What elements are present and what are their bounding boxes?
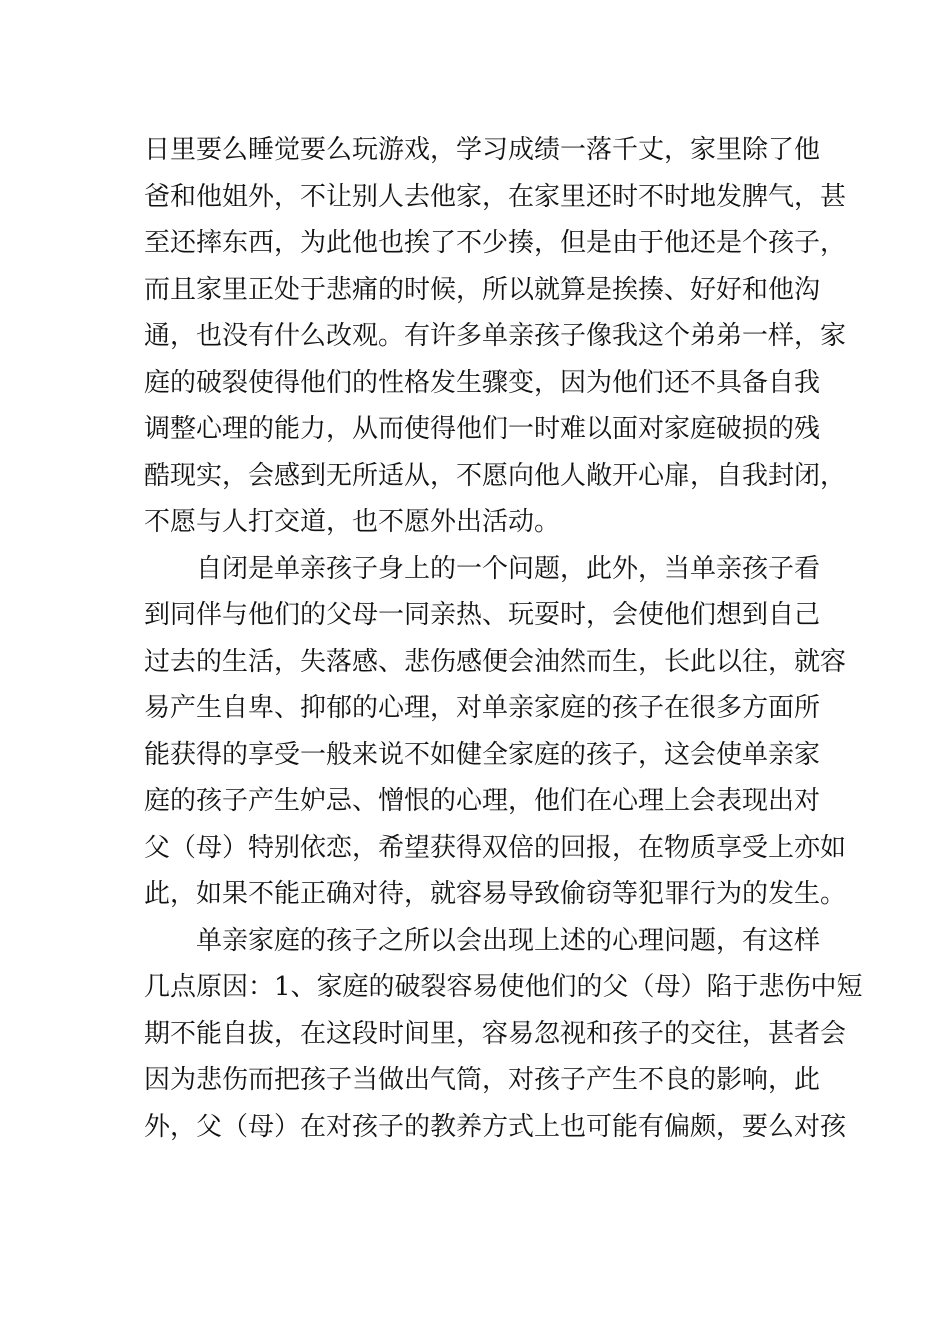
text-line: 过去的生活，失落感、悲伤感便会油然而生，长此以往，就容 bbox=[144, 646, 847, 677]
text-line: 几点原因：1、家庭的破裂容易使他们的父（母）陷于悲伤中短 bbox=[144, 972, 863, 1002]
text-line: 因为悲伤而把孩子当做出气筒，对孩子产生不良的影响，此 bbox=[144, 1065, 821, 1095]
text-line: 父（母）特别依恋，希望获得双倍的回报，在物质享受上亦如 bbox=[144, 832, 847, 863]
text-line: 不愿与人打交道，也不愿外出活动。 bbox=[144, 507, 561, 537]
text-line: 酷现实，会感到无所适从，不愿向他人敞开心扉，自我封闭， bbox=[144, 460, 847, 491]
text-line: 能获得的享受一般来说不如健全家庭的孩子，这会使单亲家 bbox=[144, 739, 821, 770]
text-line: 庭的破裂使得他们的性格发生骤变，因为他们还不具备自我 bbox=[144, 367, 821, 398]
text-line: 此，如果不能正确对待，就容易导致偷窃等犯罪行为的发生。 bbox=[144, 879, 847, 909]
body-text bbox=[144, 127, 863, 1150]
paragraph-first-line: 单亲家庭的孩子之所以会出现上述的心理问题，有这样 bbox=[196, 925, 821, 956]
text-line: 而且家里正处于悲痛的时候，所以就算是挨揍、好好和他沟 bbox=[144, 274, 821, 305]
text-line: 通，也没有什么改观。有许多单亲孩子像我这个弟弟一样，家 bbox=[144, 321, 847, 351]
text-line: 到同伴与他们的父母一同亲热、玩耍时，会使他们想到自己 bbox=[144, 600, 821, 630]
text-line: 至还摔东西，为此他也挨了不少揍，但是由于他还是个孩子， bbox=[144, 228, 847, 258]
text-line: 易产生自卑、抑郁的心理，对单亲家庭的孩子在很多方面所 bbox=[144, 693, 821, 723]
text-line: 庭的孩子产生妒忌、憎恨的心理，他们在心理上会表现出对 bbox=[144, 786, 821, 816]
text-line: 爸和他姐外，不让别人去他家，在家里还时不时地发脾气，甚 bbox=[144, 181, 847, 212]
paragraph-first-line: 自闭是单亲孩子身上的一个问题，此外，当单亲孩子看 bbox=[196, 553, 821, 584]
text-line: 期不能自拔，在这段时间里，容易忽视和孩子的交往，甚者会 bbox=[144, 1018, 847, 1049]
text-line: 外，父（母）在对孩子的教养方式上也可能有偏颇，要么对孩 bbox=[144, 1111, 847, 1142]
text-line: 调整心理的能力，从而使得他们一时难以面对家庭破损的残 bbox=[144, 414, 821, 444]
text-line: 日里要么睡觉要么玩游戏，学习成绩一落千丈，家里除了他 bbox=[144, 135, 821, 165]
